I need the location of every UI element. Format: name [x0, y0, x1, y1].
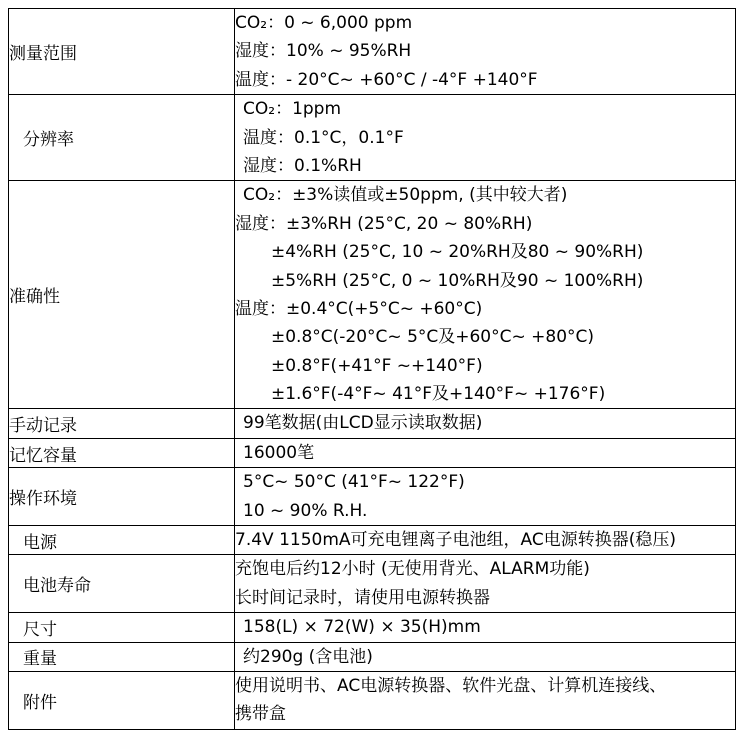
- row-value: [235, 555, 736, 613]
- value-line: 充饱电后约12小时 (无使用背光、ALARM功能): [235, 559, 590, 580]
- value-line: 湿度：0.1%RH: [243, 155, 362, 176]
- value-line: CO₂：1ppm: [243, 99, 342, 120]
- table-row: [9, 438, 736, 467]
- row-label: 尺寸: [9, 613, 235, 642]
- table-row: [9, 409, 736, 438]
- row-value: [235, 526, 736, 555]
- row-value: [235, 613, 736, 642]
- table-row: [9, 671, 736, 729]
- table-row: [9, 181, 736, 409]
- value-line: CO₂：0 ~ 6,000 ppm: [235, 13, 413, 33]
- value-line: 16000笔: [243, 442, 315, 463]
- row-value: [235, 95, 736, 181]
- value-line: CO₂：±3%读值或±50ppm, (其中较大者): [243, 185, 568, 206]
- row-value: [235, 642, 736, 671]
- value-line: 温度：±0.4°C(+5°C~ +60°C): [235, 298, 483, 319]
- row-label: 分辨率: [9, 95, 235, 181]
- row-value: [235, 9, 736, 95]
- row-label: 操作环境: [9, 468, 235, 526]
- specification-table: [8, 8, 736, 730]
- value-line: ±5%RH (25°C, 0 ~ 10%RH及90 ~ 100%RH): [271, 270, 644, 291]
- value-line: 温度：- 20°C~ +60°C / -4°F +140°F: [235, 69, 538, 90]
- value-line: 约290g (含电池): [243, 646, 373, 667]
- table-row: [9, 642, 736, 671]
- value-line: 湿度：10% ~ 95%RH: [235, 41, 412, 62]
- table-row: [9, 555, 736, 613]
- value-line: ±4%RH (25°C, 10 ~ 20%RH及80 ~ 90%RH): [271, 242, 644, 263]
- value-line: 湿度：±3%RH (25°C, 20 ~ 80%RH): [235, 213, 533, 234]
- value-line: 长时间记录时，请使用电源转换器: [235, 587, 490, 608]
- value-line: 使用说明书、AC电源转换器、软件光盘、计算机连接线、: [235, 675, 667, 696]
- row-label: 测量范围: [9, 9, 235, 95]
- table-row: [9, 613, 736, 642]
- row-value: [235, 181, 736, 409]
- value-line: 10 ~ 90% R.H.: [243, 500, 368, 521]
- row-value: [235, 468, 736, 526]
- row-value: [235, 409, 736, 438]
- row-label: 准确性: [9, 181, 235, 409]
- table-row: [9, 95, 736, 181]
- value-line: ±1.6°F(-4°F~ 41°F及+140°F~ +176°F): [271, 384, 606, 405]
- value-line: ±0.8°C(-20°C~ 5°C及+60°C~ +80°C): [271, 327, 595, 348]
- row-label: 电池寿命: [9, 555, 235, 613]
- value-line: 5°C~ 50°C (41°F~ 122°F): [243, 472, 465, 493]
- table-row: [9, 526, 736, 555]
- row-label: 电源: [9, 526, 235, 555]
- table-row: [9, 9, 736, 95]
- row-label: 记忆容量: [9, 438, 235, 467]
- row-label: 重量: [9, 642, 235, 671]
- value-line: 7.4V 1150mA可充电锂离子电池组，AC电源转换器(稳压): [235, 530, 676, 551]
- value-line: ±0.8°F(+41°F ~+140°F): [271, 355, 483, 376]
- value-line: 99笔数据(由LCD显示读取数据): [243, 413, 483, 434]
- row-value: [235, 438, 736, 467]
- value-line: 158(L) × 72(W) × 35(H)mm: [243, 617, 481, 638]
- table-row: [9, 468, 736, 526]
- row-value: [235, 671, 736, 729]
- row-label: 手动记录: [9, 409, 235, 438]
- value-line: 温度：0.1°C，0.1°F: [243, 127, 404, 148]
- value-line: 携带盒: [235, 704, 286, 725]
- row-label: 附件: [9, 671, 235, 729]
